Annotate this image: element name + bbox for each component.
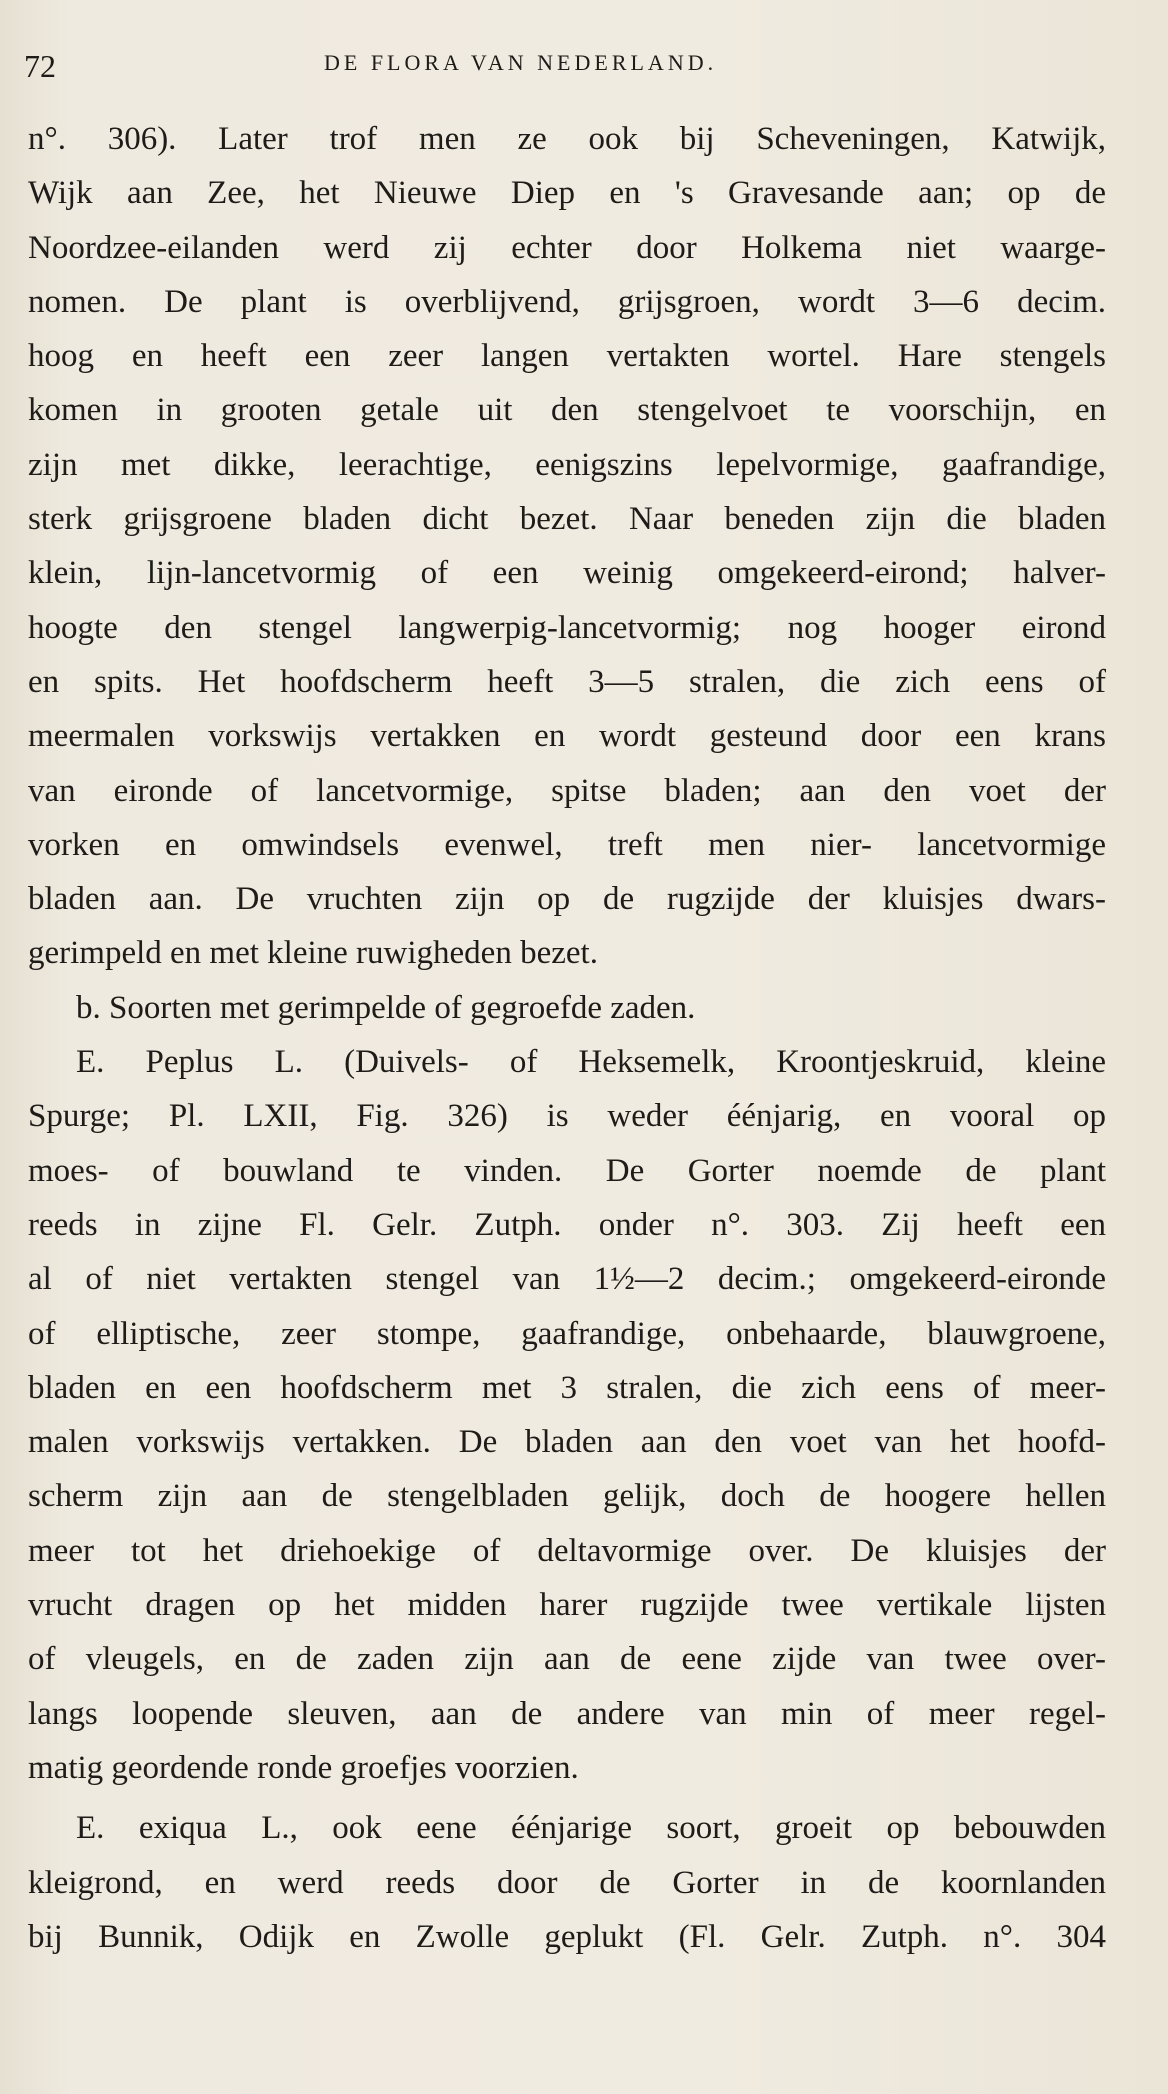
text-line: malen vorkswijs vertakken. De bladen aan den voet van het hoofd- <box>28 1424 1106 1461</box>
text-line: bladen en een hoofdscherm met 3 stralen, die zich eens of meer- <box>28 1369 1106 1406</box>
text-line: langs loopende sleuven, aan de andere van min of meer regel- <box>28 1695 1106 1732</box>
text-line: E. Peplus L. (Duivels- of Heksemelk, Kroontjeskruid, kleine <box>76 1044 1106 1081</box>
text-line: reeds in zijne Fl. Gelr. Zutph. onder n°. 303. Zij heeft een <box>28 1206 1106 1243</box>
text-line: klein, lijn-lancetvormig of een weinig omgekeerd-eirond; halver- <box>28 555 1106 592</box>
text-line: bladen aan. De vruchten zijn op de rugzijde der kluisjes dwars- <box>28 881 1106 918</box>
text-line: vorken en omwindsels evenwel, treft men nier- lancetvormige <box>28 826 1106 863</box>
text-line: of elliptische, zeer stompe, gaafrandige, onbehaarde, blauwgroene, <box>28 1315 1106 1352</box>
text-line: gerimpeld en met kleine ruwigheden bezet. <box>28 935 598 972</box>
section-heading: b. Soorten met gerimpelde of gegroefde zaden. <box>76 989 696 1026</box>
text-line: meer tot het driehoekige of deltavormige over. De kluisjes der <box>28 1532 1106 1569</box>
text-line: en spits. Het hoofdscherm heeft 3—5 stralen, die zich eens of <box>28 663 1106 700</box>
text-line: hoogte den stengel langwerpig-lancetvormig; nog hooger eirond <box>28 609 1106 646</box>
text-line: meermalen vorkswijs vertakken en wordt gesteund door een krans <box>28 718 1106 755</box>
text-line: n°. 306). Later trof men ze ook bij Scheveningen, Katwijk, <box>28 121 1106 157</box>
text-line: Wijk aan Zee, het Nieuwe Diep en 's Gravesande aan; op de <box>28 175 1106 212</box>
text-line: Spurge; Pl. LXII, Fig. 326) is weder éénjarig, en vooral op <box>28 1098 1106 1135</box>
text-line: vrucht dragen op het midden harer rugzijde twee vertikale lijsten <box>28 1587 1106 1624</box>
page-number: 72 <box>24 48 56 84</box>
text-line: E. exiqua L., ook eene éénjarige soort, groeit op bebouwden <box>76 1810 1106 1847</box>
text-line: al of niet vertakten stengel van 1½—2 decim.; omgekeerd-eironde <box>28 1261 1106 1298</box>
text-line: moes- of bouwland te vinden. De Gorter noemde de plant <box>28 1152 1106 1189</box>
text-line: bij Bunnik, Odijk en Zwolle geplukt (Fl. Gelr. Zutph. n°. 304 <box>28 1918 1106 1955</box>
body-text <box>28 112 1106 1964</box>
text-line: nomen. De plant is overblijvend, grijsgroen, wordt 3—6 decim. <box>28 283 1106 320</box>
text-line: kleigrond, en werd reeds door de Gorter in de koornlanden <box>28 1864 1106 1901</box>
text-line: matig geordende ronde groefjes voorzien. <box>28 1749 579 1786</box>
text-line: of vleugels, en de zaden zijn aan de eene zijde van twee over- <box>28 1641 1106 1678</box>
text-line: komen in grooten getale uit den stengelvoet te voorschijn, en <box>28 392 1106 429</box>
running-title: DE FLORA VAN NEDERLAND. <box>324 50 718 75</box>
running-head <box>24 42 1108 92</box>
text-line: scherm zijn aan de stengelbladen gelijk, doch de hoogere hellen <box>28 1478 1106 1515</box>
text-line: sterk grijsgroene bladen dicht bezet. Naar beneden zijn die bladen <box>28 501 1106 538</box>
text-line: zijn met dikke, leerachtige, eenigszins lepelvormige, gaafrandige, <box>28 446 1106 483</box>
text-line: van eironde of lancetvormige, spitse bladen; aan den voet der <box>28 772 1106 809</box>
text-line: Noordzee-eilanden werd zij echter door Holkema niet waarge- <box>28 229 1106 266</box>
text-line: hoog en heeft een zeer langen vertakten wortel. Hare stengels <box>28 338 1106 375</box>
